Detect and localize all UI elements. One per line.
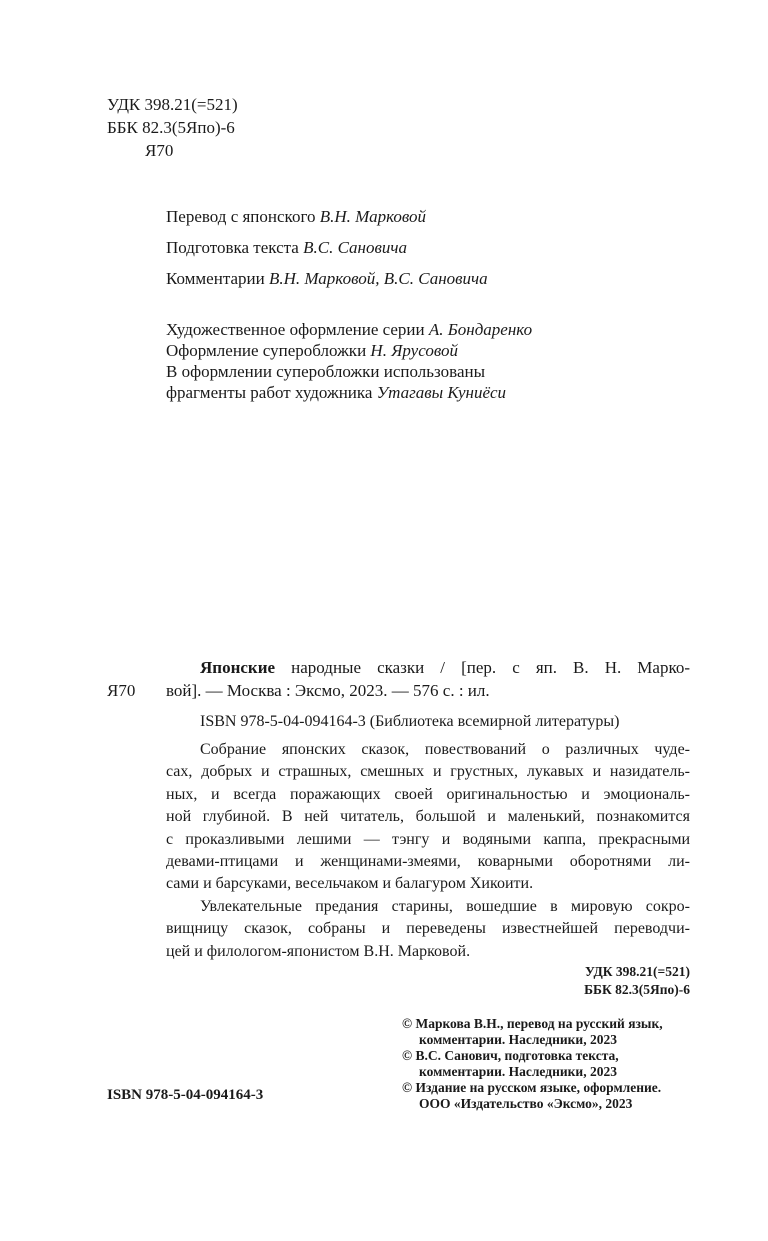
- bib-line-2: вой]. — Москва : Эксмо, 2023. — 576 с. : ил.: [166, 681, 490, 700]
- jacket-design-label: Оформление суперобложки: [166, 341, 367, 360]
- annotation-line: Собрание японских сказок, повествований о различных чуде-: [200, 741, 690, 758]
- annotation-line: ной глубиной. В ней читатель, большой и маленький, познакомится: [166, 808, 690, 826]
- author-mark-top: Я70: [145, 141, 174, 160]
- annotation-line: цей и филологом-японистом В.Н. Марковой.: [166, 942, 471, 960]
- jacket-design-name: Н. Ярусовой: [370, 341, 458, 360]
- series-design-label: Художественное оформление серии: [166, 320, 425, 339]
- bib-title-rest: народные сказки / [пер. с яп. В. Н. Марко-: [291, 658, 691, 677]
- annotation-line: девами-птицами и женщинами-змеями, коварными оборотнями ли-: [166, 853, 690, 870]
- comments-label: Комментарии: [166, 269, 265, 288]
- annotation-line: Увлекательные предания старины, вошедшие в мировую сокро-: [200, 897, 690, 915]
- translation-credit: [166, 205, 426, 229]
- annotation-line: сах, добрых и страшных, смешных и грустных, лукавых и назидатель-: [166, 763, 690, 781]
- bib-isbn-line: ISBN 978-5-04-094164-3 (Библиотека всемирной литературы): [200, 713, 620, 730]
- copyright-translation-line1: © Маркова В.Н., перевод на русский язык,: [402, 1016, 663, 1031]
- comments-name: В.Н. Марковой, В.С. Сановича: [268, 269, 488, 288]
- text-prep-credit: [166, 236, 407, 260]
- copyright-translation-line2: комментарии. Наследники, 2023: [419, 1032, 617, 1047]
- copyright-textprep-line1: © В.С. Санович, подготовка текста,: [402, 1048, 619, 1063]
- series-design-name: А. Бондаренко: [428, 320, 533, 339]
- copyright-edition-line2: ООО «Издательство «Эксмо», 2023: [419, 1096, 633, 1111]
- author-mark-bib: Я70: [107, 681, 136, 700]
- bbk-code-top: ББК 82.3(5Япо)-6: [107, 118, 235, 137]
- translation-label: Перевод с японского: [166, 207, 316, 226]
- bib-line-1: [166, 656, 690, 680]
- fragments-label: фрагменты работ художника: [166, 383, 373, 402]
- fragments-credit: [166, 381, 506, 405]
- copyright-textprep-line2: комментарии. Наследники, 2023: [419, 1064, 617, 1079]
- annotation-line: с проказливыми лешими — тэнгу и водяными каппа, прекрасными: [166, 830, 690, 848]
- copyright-edition-line1: © Издание на русском языке, оформление.: [402, 1080, 662, 1095]
- fragments-artist: Утагавы Куниёси: [376, 383, 507, 402]
- bbk-code-bottom: ББК 82.3(5Япо)-6: [584, 982, 690, 997]
- udk-code-bottom: УДК 398.21(=521): [584, 964, 690, 979]
- jacket-used-line: В оформлении суперобложки использованы: [166, 362, 486, 381]
- annotation-line: вищницу сказок, собраны и переведены известнейшей переводчи-: [166, 920, 690, 938]
- comments-credit: [166, 267, 488, 291]
- annotation-line: сами и барсуками, весельчаком и балагуром Хикоити.: [166, 875, 534, 893]
- text-prep-label: Подготовка текста: [166, 238, 299, 257]
- annotation-line: ных, и всегда поражающих своей оригинальностью и эмоциональ-: [166, 785, 690, 803]
- isbn-bottom: ISBN 978-5-04-094164-3: [107, 1087, 264, 1103]
- text-prep-name: В.С. Сановича: [303, 238, 407, 257]
- udk-code-top: УДК 398.21(=521): [107, 95, 238, 114]
- translation-name: В.Н. Марковой: [319, 207, 427, 226]
- bib-title-bold: Японские: [200, 658, 276, 677]
